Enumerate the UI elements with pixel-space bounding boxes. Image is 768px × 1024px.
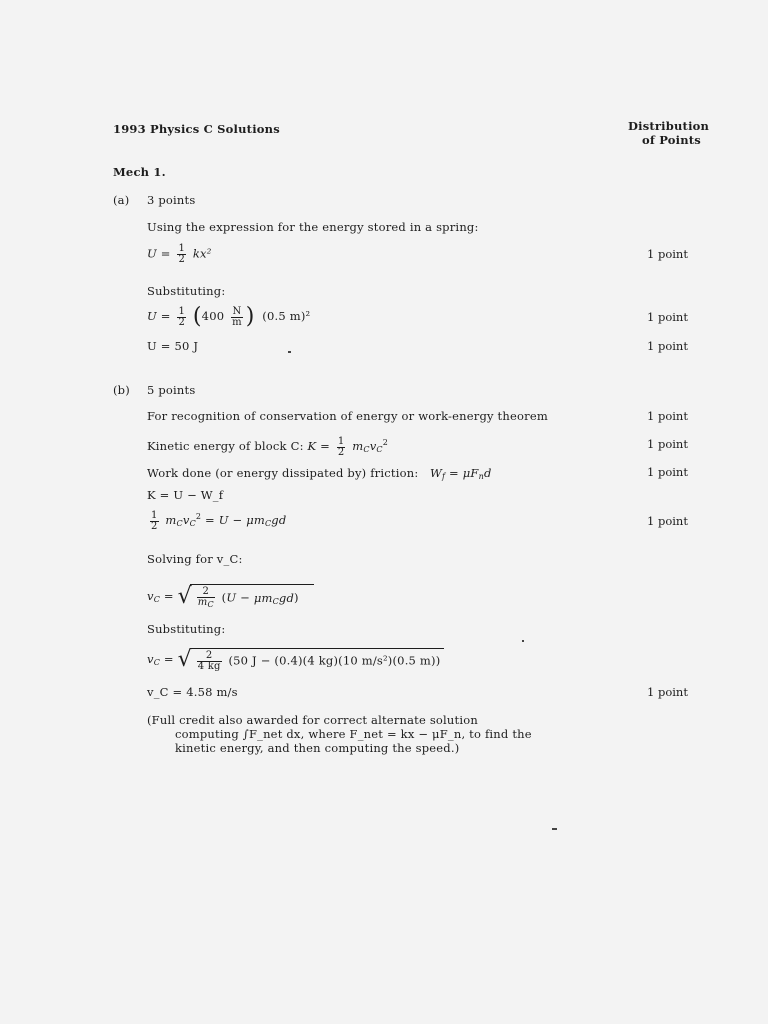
conservation-line: For recognition of conservation of energy or work-energy theorem: [147, 409, 548, 423]
radical-substituted: $\frac{2}{4 kg}$ (50 J − (0.4)(4 kg)(10 m/s²)(0.5 m)): [190, 648, 445, 672]
displacement-term: (0.5 m)²: [262, 309, 311, 323]
distribution-header-line1: Distribution: [628, 119, 710, 133]
spring-constant-value: 400: [201, 309, 225, 323]
substituted-equation: U = $\frac{1}{2}$ (400 $\frac{N}{m}$ ) (0.5 m)²: [147, 304, 311, 329]
section-label: Mech 1.: [113, 165, 166, 179]
distribution-header-line2: of Points: [642, 133, 701, 147]
part-a-intro: Using the expression for the energy stored in a spring:: [147, 220, 479, 234]
kinetic-energy-line: Kinetic energy of block C: K = $\frac{1}{2}$ $m_Cv_C^2$: [147, 435, 389, 458]
award-b-3: 1 point: [647, 465, 688, 479]
part-a-substituting: Substituting:: [147, 284, 226, 298]
note-line-3: kinetic energy, and then computing the speed.): [175, 741, 460, 755]
award-a-1: 1 point: [647, 247, 688, 261]
eq1-lhs: U: [147, 246, 157, 261]
award-a-2: 1 point: [647, 310, 688, 324]
part-b-substituting: Substituting:: [147, 622, 226, 636]
vc-formula: $v_C$ = √ $\frac{2}{m_C}$ $(U - \mu m_Cgd)$: [147, 584, 314, 610]
award-a-3: 1 point: [647, 339, 688, 353]
vc-result: v_C = 4.58 m/s: [147, 685, 238, 699]
solving-for-vc: Solving for v_C:: [147, 552, 243, 566]
unit-n-per-m: $\frac{N}{m}$: [232, 305, 242, 328]
fraction-half: $\frac{1}{2}$: [178, 243, 186, 265]
spring-energy-equation: U = $\frac{1}{2}$ kx²: [147, 243, 212, 265]
note-line-2: computing ∫F_net dx, where F_net = kx − μF_n, to find the: [175, 727, 532, 741]
award-b-5: 1 point: [647, 685, 688, 699]
award-b-1: 1 point: [647, 409, 688, 423]
part-a-points: 3 points: [147, 193, 196, 207]
part-b-label: (b): [113, 383, 130, 397]
eq1-rhs: kx²: [192, 246, 212, 261]
part-a-label: (a): [113, 193, 130, 207]
page-title: 1993 Physics C Solutions: [113, 122, 280, 136]
energy-result: U = 50 J: [147, 339, 199, 353]
energy-balance-line: K = U − W_f: [147, 488, 224, 502]
scan-speck: [288, 351, 291, 353]
award-b-4: 1 point: [647, 514, 688, 528]
note-line-1: (Full credit also awarded for correct alternate solution: [147, 713, 478, 727]
radical-expression: $\frac{2}{m_C}$ $(U - \mu m_Cgd)$: [190, 584, 315, 610]
part-b-points: 5 points: [147, 383, 196, 397]
award-b-2: 1 point: [647, 437, 688, 451]
friction-work-line: Work done (or energy dissipated by) friction: $W_f = \mu F_nd$: [147, 466, 492, 481]
vc-substituted: $v_C$ = √ $\frac{2}{4 kg}$ (50 J − (0.4)(4 kg)(10 m/s²)(0.5 m)): [147, 648, 444, 672]
scan-speck: [522, 640, 524, 642]
energy-balance-expanded: $\frac{1}{2}$ $m_Cv_C^2 = U - \mu m_Cgd$: [151, 509, 287, 532]
scan-speck: [552, 828, 557, 830]
